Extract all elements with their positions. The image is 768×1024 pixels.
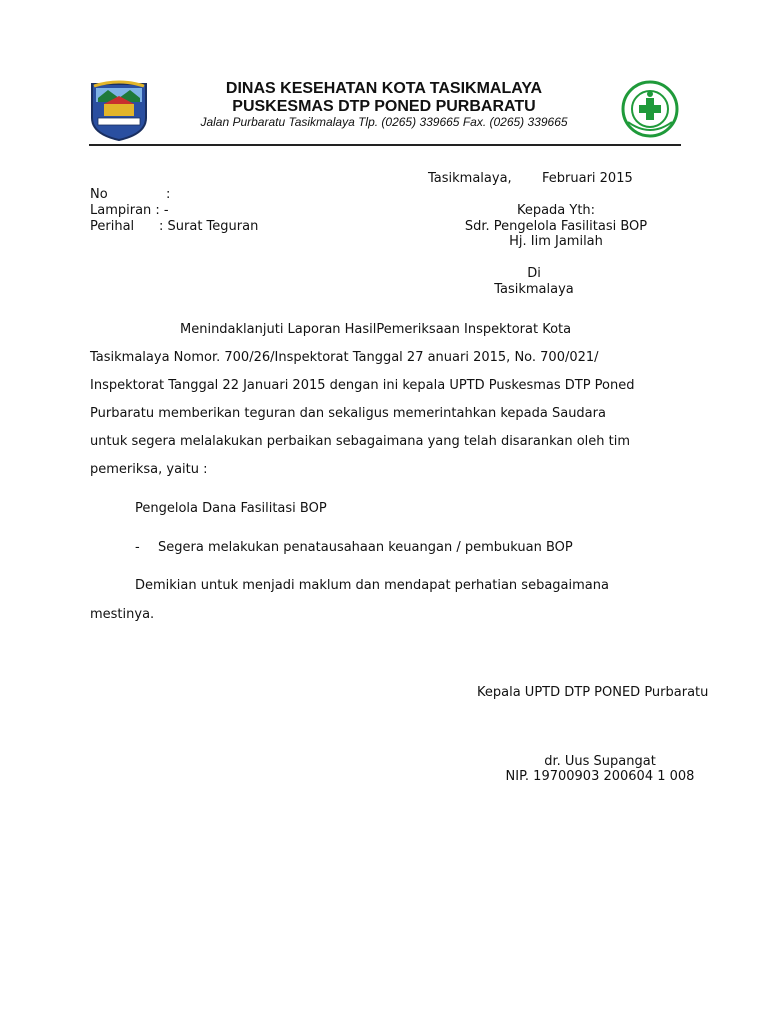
no-colon: :	[166, 187, 171, 202]
perihal-value: : Surat Teguran	[159, 219, 259, 234]
subject-line: Pengelola Dana Fasilitasi BOP	[135, 501, 327, 516]
city-emblem-icon	[88, 78, 150, 142]
body-line-5: untuk segera melalakukan perbaikan sebagaimana yang telah disarankan oleh tim	[90, 434, 631, 449]
no-label: No	[90, 187, 108, 202]
list-bullet: -	[135, 540, 140, 555]
closing-line-2: mestinya.	[90, 607, 155, 622]
lampiran-field: Lampiran : -	[90, 203, 169, 218]
signature-nip: NIP. 19700903 200604 1 008	[505, 769, 695, 784]
bakti-husada-logo-icon	[620, 78, 680, 140]
recipient-di: Di	[527, 266, 541, 281]
body-line-6: pemeriksa, yaitu :	[90, 462, 208, 477]
list-item: Segera melakukan penatausahaan keuangan / pembukuan BOP	[158, 540, 573, 555]
agency-name: DINAS KESEHATAN KOTA TASIKMALAYA	[225, 80, 543, 97]
perihal-label: Perihal	[90, 219, 135, 234]
body-line-2: Tasikmalaya Nomor. 700/26/Inspektorat Tanggal 27 anuari 2015, No. 700/021/	[90, 350, 599, 365]
body-line-3: Inspektorat Tanggal 22 Januari 2015 dengan ini kepala UPTD Puskesmas DTP Poned	[90, 378, 635, 393]
place-date: Tasikmalaya,	[428, 171, 512, 186]
signature-name: dr. Uus Supangat	[544, 754, 656, 769]
clinic-address: Jalan Purbaratu Tasikmalaya Tlp. (0265) 339665 Fax. (0265) 339665	[200, 115, 568, 129]
closing-line-1: Demikian untuk menjadi maklum dan mendapat perhatian sebagaimana	[135, 578, 609, 593]
month-year: Februari 2015	[542, 171, 633, 186]
signature-title: Kepala UPTD DTP PONED Purbaratu	[477, 685, 709, 700]
body-line-4: Purbaratu memberikan teguran dan sekaligus memerintahkan kepada Saudara	[90, 406, 606, 421]
recipient-kepada: Kepada Yth:	[516, 203, 596, 218]
recipient-city: Tasikmalaya	[494, 282, 574, 297]
recipient-line2: Hj. Iim Jamilah	[509, 234, 603, 249]
header-divider	[89, 144, 681, 146]
clinic-name: PUSKESMAS DTP PONED PURBARATU	[232, 98, 536, 115]
body-line-1: Menindaklanjuti Laporan HasilPemeriksaan Inspektorat Kota	[180, 322, 572, 337]
recipient-line1: Sdr. Pengelola Fasilitasi BOP	[464, 219, 648, 234]
